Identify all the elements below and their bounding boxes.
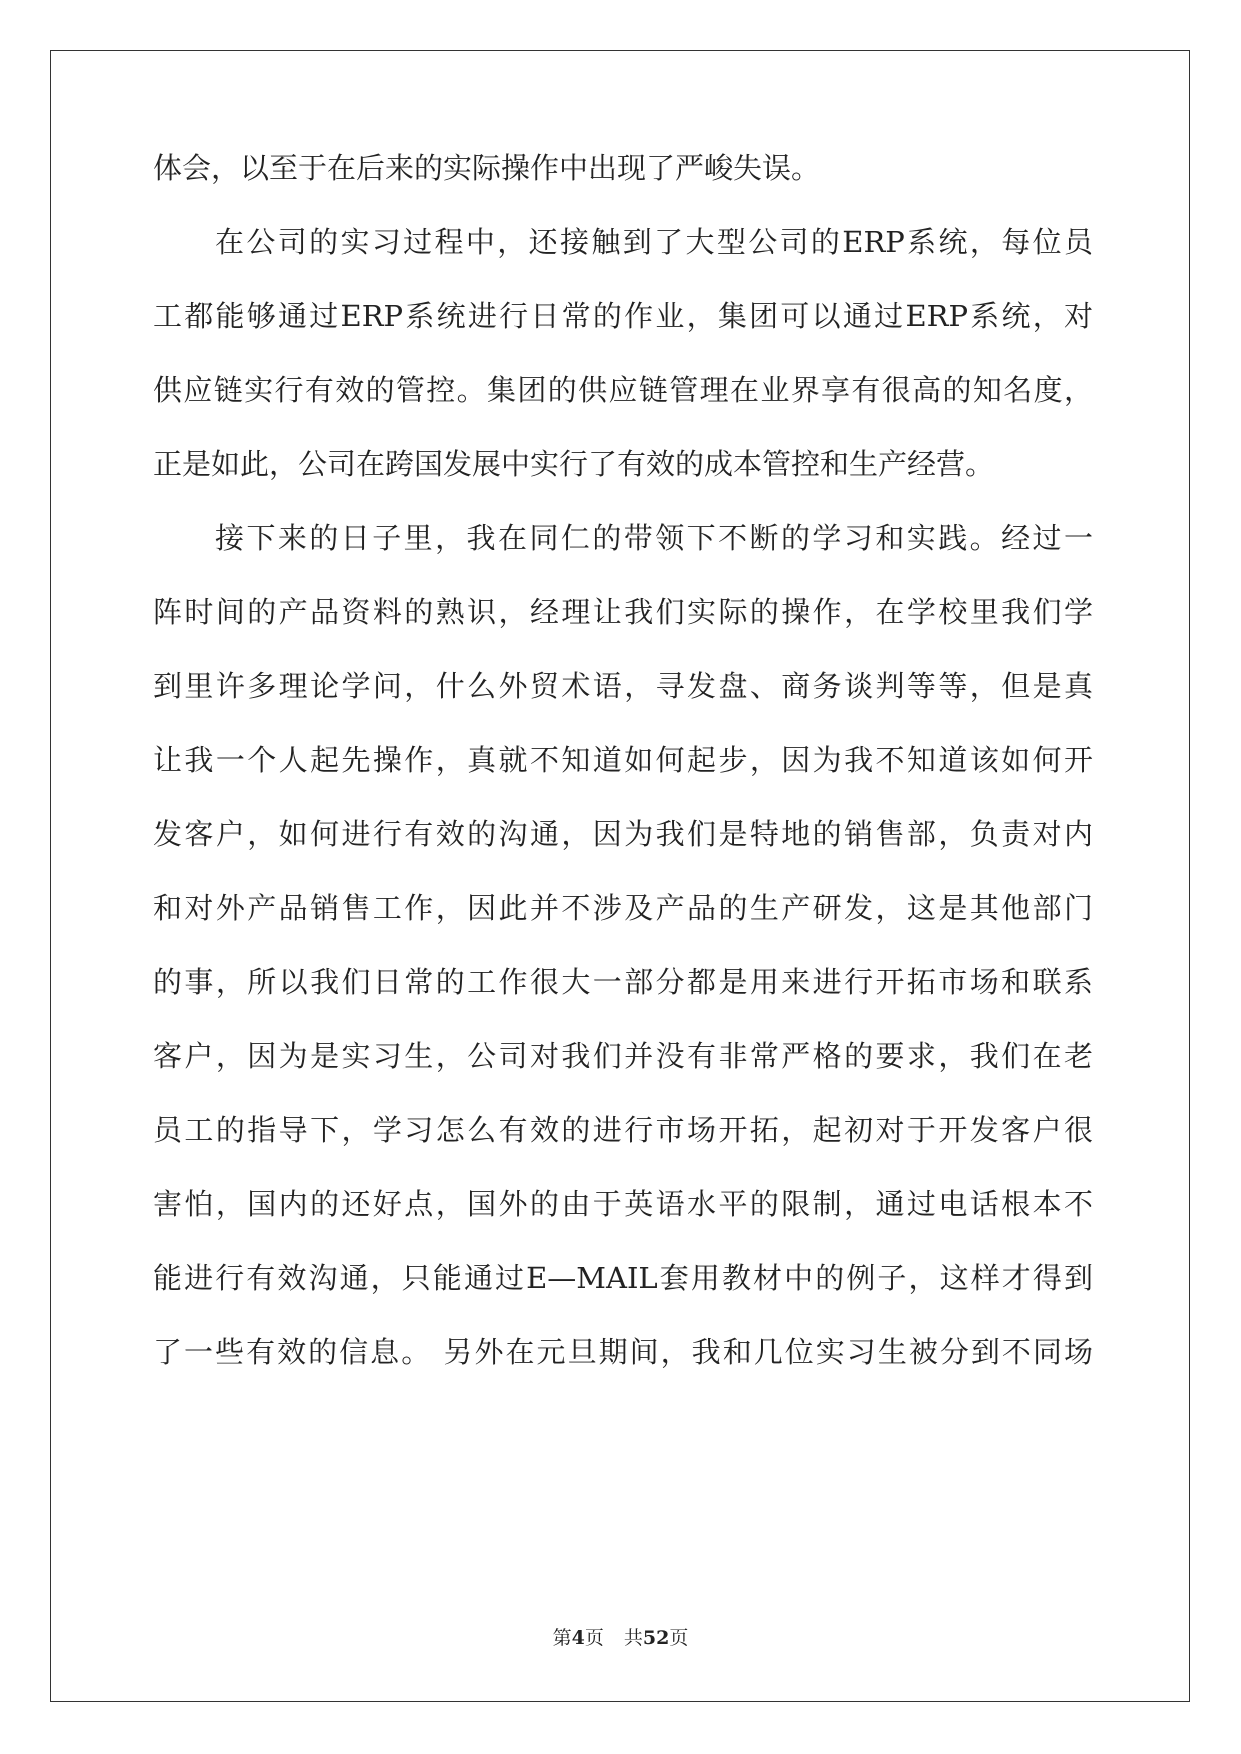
page-footer xyxy=(0,1625,1241,1651)
text-line: 客户，因为是实习生，公司对我们并没有非常严格的要求，我们在老 xyxy=(153,1039,1093,1073)
text-line: 到里许多理论学问，什么外贸术语，寻发盘、商务谈判等等，但是真 xyxy=(153,669,1093,703)
text-line: 和对外产品销售工作，因此并不涉及产品的生产研发，这是其他部门 xyxy=(153,891,1093,925)
text-line: 了一些有效的信息。 另外在元旦期间，我和几位实习生被分到不同场 xyxy=(153,1335,1093,1369)
footer-total-suffix: 页 xyxy=(669,1627,689,1649)
footer-page-suffix: 页 xyxy=(584,1627,604,1649)
footer-total-prefix: 共 xyxy=(623,1627,643,1649)
text-line: 供应链实行有效的管控。集团的供应链管理在业界享有很高的知名度， xyxy=(153,373,1093,407)
text-line: 的事，所以我们日常的工作很大一部分都是用来进行开拓市场和联系 xyxy=(153,965,1093,999)
text-line: 员工的指导下，学习怎么有效的进行市场开拓，起初对于开发客户很 xyxy=(153,1113,1093,1147)
text-line: 发客户，如何进行有效的沟通，因为我们是特地的销售部，负责对内 xyxy=(153,817,1093,851)
text-line: 接下来的日子里，我在同仁的带领下不断的学习和实践。经过一 xyxy=(215,521,1093,555)
text-line: 正是如此，公司在跨国发展中实行了有效的成本管控和生产经营。 xyxy=(153,447,995,481)
text-line: 让我一个人起先操作，真就不知道如何起步，因为我不知道该如何开 xyxy=(153,743,1093,777)
total-page-count: 52 xyxy=(642,1627,670,1649)
text-line: 阵时间的产品资料的熟识，经理让我们实际的操作，在学校里我们学 xyxy=(153,595,1093,629)
text-line: 在公司的实习过程中，还接触到了大型公司的ERP系统，每位员 xyxy=(215,225,1093,259)
text-line: 能进行有效沟通，只能通过E—MAIL套用教材中的例子，这样才得到 xyxy=(153,1261,1093,1295)
text-line: 体会，以至于在后来的实际操作中出现了严峻失误。 xyxy=(153,151,821,185)
footer-prefix: 第 xyxy=(552,1627,572,1649)
text-line: 工都能够通过ERP系统进行日常的作业，集团可以通过ERP系统，对 xyxy=(153,299,1093,333)
current-page-number: 4 xyxy=(571,1627,585,1649)
text-line: 害怕，国内的还好点，国外的由于英语水平的限制，通过电话根本不 xyxy=(153,1187,1093,1221)
